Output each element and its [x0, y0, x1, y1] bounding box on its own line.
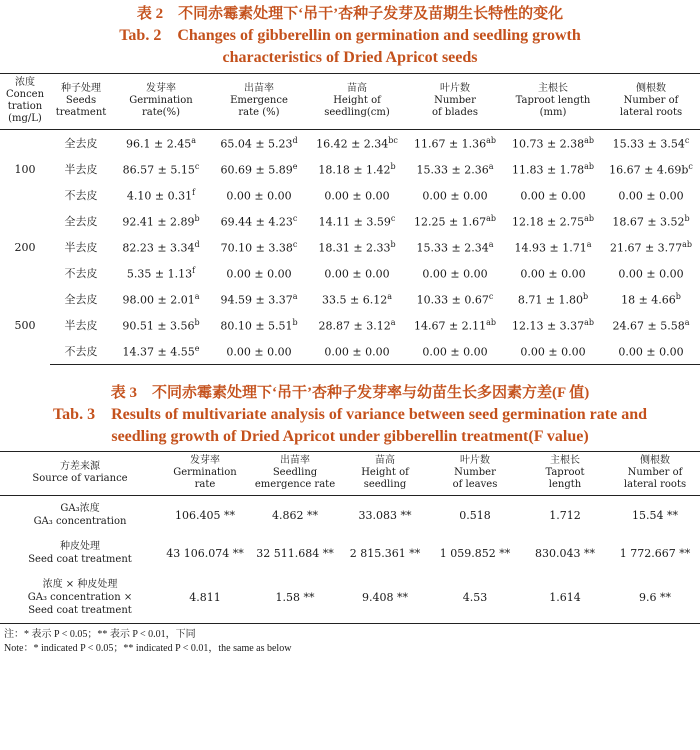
table3-header-en: Number: [454, 467, 496, 478]
value-cell: [210, 286, 308, 312]
significance-letter: c: [194, 161, 200, 171]
value-text: 15.33 ± 2.34: [416, 241, 489, 255]
source-cell: [0, 496, 160, 535]
table2-caption-cn: 表 2 不同赤霉素处理下‘吊干’杏种子发芽及苗期生长特性的变化: [136, 6, 564, 22]
value-text: 8.71 ± 1.80: [517, 293, 584, 307]
value-text: 80.10 ± 5.51: [220, 319, 293, 333]
table3-header-row: [0, 452, 700, 496]
table2-header-en: (mm): [539, 107, 567, 118]
value-text: 0.00 ± 0.00: [226, 267, 292, 281]
value-text: 33.5 ± 6.12: [322, 293, 388, 307]
significance-letter: ab: [486, 317, 497, 327]
table2-header-en: lateral roots: [619, 107, 683, 118]
value-text: 94.59 ± 3.37: [220, 293, 293, 307]
table2-header-cn: 种子处理: [61, 83, 101, 94]
value-cell: [112, 234, 210, 260]
value-cell: [602, 338, 700, 365]
value-cell: [504, 338, 602, 365]
value-cell: [504, 182, 602, 208]
value-text: 0.00 ± 0.00: [324, 189, 390, 203]
significance-letter: f: [192, 265, 196, 275]
f-value-cell: 1.614: [520, 572, 610, 624]
source-line: GA₃ concentration ×: [27, 592, 133, 603]
table3-header-en: of leaves: [452, 479, 498, 490]
value-cell: [602, 312, 700, 338]
table2-body: [0, 130, 700, 365]
table2-row: [0, 260, 700, 286]
value-cell: [602, 208, 700, 234]
value-cell: [602, 234, 700, 260]
significance-letter: ab: [584, 161, 595, 171]
value-text: 0.00 ± 0.00: [520, 267, 586, 281]
value-cell: [112, 260, 210, 286]
table2-row: [0, 182, 700, 208]
table3-header-cn: 出苗率: [280, 455, 310, 466]
table2-row: [0, 208, 700, 234]
note-cn: 注：* 表示 P < 0.05；** 表示 P < 0.01，下同: [4, 629, 196, 640]
value-cell: [406, 208, 504, 234]
treatment-cell: 全去皮: [64, 293, 98, 306]
value-cell: [602, 260, 700, 286]
value-cell: [210, 208, 308, 234]
value-text: 96.1 ± 2.45: [126, 137, 192, 151]
table2-caption: [0, 0, 700, 69]
concentration-cell: 100: [14, 162, 36, 176]
treatment-cell: 不去皮: [64, 267, 98, 280]
value-text: 16.67 ± 4.69b: [609, 163, 689, 177]
table3-header-cn: 侧根数: [640, 455, 670, 466]
table3-header-en: seedling: [363, 479, 407, 490]
value-text: 5.35 ± 1.13: [126, 267, 193, 281]
table3-row: [0, 572, 700, 624]
table2-header-en: Germination: [129, 95, 193, 106]
value-cell: [308, 234, 406, 260]
value-text: 65.04 ± 5.23: [220, 137, 293, 151]
table2-header-cell: [406, 74, 504, 130]
value-cell: [308, 338, 406, 365]
value-cell: [308, 286, 406, 312]
significance-letter: b: [583, 291, 589, 301]
source-line: GA₃ concentration: [33, 516, 127, 527]
table2-row: [0, 156, 700, 182]
value-text: 12.18 ± 2.75: [511, 215, 585, 229]
significance-letter: b: [194, 213, 200, 223]
value-cell: [406, 312, 504, 338]
table3-header-cell: [340, 452, 430, 496]
significance-letter: f: [192, 187, 196, 197]
source-cell: [0, 534, 160, 572]
table2: [0, 73, 700, 365]
significance-letter: bc: [388, 135, 398, 145]
value-cell: [406, 156, 504, 182]
treatment-cell: 全去皮: [64, 215, 98, 228]
value-text: 0.00 ± 0.00: [422, 345, 488, 359]
value-cell: [210, 130, 308, 157]
table2-caption-en-2: characteristics of Dried Apricot seeds: [222, 49, 478, 66]
significance-letter: e: [194, 343, 200, 353]
table2-row: [0, 338, 700, 365]
significance-letter: c: [390, 213, 396, 223]
value-cell: [210, 312, 308, 338]
significance-letter: ab: [584, 317, 595, 327]
significance-letter: c: [292, 213, 298, 223]
table3-header-en: length: [548, 479, 582, 490]
value-cell: [112, 156, 210, 182]
value-cell: [308, 156, 406, 182]
table3-header-cell: [430, 452, 520, 496]
value-cell: [406, 182, 504, 208]
table2-header-en: Taproot length: [515, 95, 591, 106]
table3-header-en: emergence rate: [254, 479, 336, 490]
value-text: 15.33 ± 3.54: [612, 137, 685, 151]
table2-caption-en-1: Tab. 2 Changes of gibberellin on germination and seedling growth: [119, 27, 581, 44]
value-text: 0.00 ± 0.00: [226, 189, 292, 203]
table2-header-row: [0, 74, 700, 130]
value-text: 0.00 ± 0.00: [618, 345, 684, 359]
f-value-cell: 33.083 **: [358, 508, 412, 522]
table2-header-en: Concen: [5, 89, 45, 100]
significance-letter: c: [684, 135, 690, 145]
value-cell: [112, 338, 210, 365]
value-text: 18.18 ± 1.42: [318, 163, 391, 177]
table2-header-en: rate(%): [142, 107, 180, 118]
table2-header-cn: 叶片数: [440, 83, 470, 94]
table3-header-en: Number of: [627, 467, 683, 478]
value-cell: [602, 130, 700, 157]
table2-header-en: (mg/L): [8, 113, 42, 124]
value-cell: [112, 182, 210, 208]
value-text: 18.31 ± 2.33: [318, 241, 391, 255]
f-value-cell: 1 772.667 **: [619, 546, 691, 560]
significance-letter: a: [488, 161, 494, 171]
treatment-cell: 不去皮: [50, 338, 112, 365]
value-text: 15.33 ± 2.36: [416, 163, 489, 177]
table2-header-en: treatment: [55, 107, 107, 118]
table2-header-cn: 主根长: [538, 83, 568, 94]
table3-caption-cn: 表 3 不同赤霉素处理下‘吊干’杏种子发芽率与幼苗生长多因素方差(F 值): [110, 385, 590, 401]
value-text: 98.00 ± 2.01: [122, 293, 195, 307]
table2-header-en: Height of: [333, 95, 381, 106]
value-cell: [210, 260, 308, 286]
f-value-cell: 2 815.361 **: [349, 546, 421, 560]
value-text: 0.00 ± 0.00: [422, 189, 488, 203]
table3-row: [0, 496, 700, 535]
value-cell: [504, 130, 602, 157]
value-cell: [112, 208, 210, 234]
significance-letter: ab: [584, 135, 595, 145]
value-cell: [210, 182, 308, 208]
value-text: 82.23 ± 3.34: [122, 241, 195, 255]
significance-letter: b: [292, 317, 298, 327]
value-cell: [504, 208, 602, 234]
significance-letter: c: [488, 291, 494, 301]
table3-header-cn: 主根长: [550, 455, 580, 466]
table2-header-cn: 浓度: [15, 77, 35, 88]
table3-header-cell: [160, 452, 250, 496]
value-text: 69.44 ± 4.23: [220, 215, 293, 229]
value-text: 92.41 ± 2.89: [122, 215, 195, 229]
table3-header-en: lateral roots: [623, 479, 687, 490]
value-text: 70.10 ± 3.38: [220, 241, 293, 255]
value-cell: [308, 182, 406, 208]
significance-letter: b: [390, 161, 396, 171]
f-value-cell: 43 106.074 **: [166, 546, 244, 560]
table3-header-en: rate: [194, 479, 216, 490]
table3-header-cell: [0, 452, 160, 496]
source-cell: [0, 572, 160, 624]
f-value-cell: 4.862 **: [272, 508, 318, 522]
significance-letter: a: [191, 135, 196, 145]
f-value-cell: 9.408 **: [340, 572, 430, 624]
f-value-cell: 1.58 **: [250, 572, 340, 624]
table2-header-en: Number of: [623, 95, 679, 106]
value-text: 11.67 ± 1.36: [413, 137, 487, 151]
table3-header-cn: 方差来源: [60, 461, 100, 472]
table2-header-cell: [112, 74, 210, 130]
table2-header-cell: [602, 74, 700, 130]
f-value-cell: 1.712: [549, 508, 581, 522]
significance-letter: a: [194, 291, 200, 301]
source-line: 浓度 × 种皮处理: [42, 579, 118, 590]
value-cell: [602, 286, 700, 312]
treatment-cell: 不去皮: [64, 189, 98, 202]
table2-header-cell: [50, 74, 112, 130]
value-text: 0.00 ± 0.00: [324, 345, 390, 359]
table3-header-cell: [250, 452, 340, 496]
value-text: 4.10 ± 0.31: [126, 189, 193, 203]
table2-header-en: seedling(cm): [324, 107, 390, 118]
value-cell: [406, 234, 504, 260]
significance-letter: a: [684, 317, 690, 327]
value-cell: [112, 312, 210, 338]
value-cell: [210, 234, 308, 260]
table3-header-en: Height of: [361, 467, 409, 478]
value-text: 0.00 ± 0.00: [422, 267, 488, 281]
significance-letter: a: [390, 317, 396, 327]
table2-row: [0, 286, 700, 312]
value-cell: [504, 286, 602, 312]
table3-header-cell: [610, 452, 700, 496]
treatment-cell: 半去皮: [64, 163, 98, 176]
source-line: GA₃浓度: [60, 503, 100, 514]
value-text: 0.00 ± 0.00: [520, 345, 586, 359]
f-value-cell: 32 511.684 **: [256, 546, 334, 560]
significance-letter: e: [292, 161, 298, 171]
concentration-cell: 500: [14, 318, 36, 332]
table3: [0, 451, 700, 624]
value-text: 90.51 ± 3.56: [122, 319, 195, 333]
table2-header-cn: 出苗率: [244, 83, 274, 94]
value-text: 18 ± 4.66: [621, 293, 676, 307]
value-text: 10.33 ± 0.67: [416, 293, 489, 307]
value-text: 0.00 ± 0.00: [618, 267, 684, 281]
f-value-cell: 106.405 **: [175, 508, 235, 522]
table3-header-cell: [520, 452, 610, 496]
value-cell: [602, 182, 700, 208]
value-text: 0.00 ± 0.00: [226, 345, 292, 359]
table2-row: [0, 234, 700, 260]
table3-header-cn: 苗高: [375, 455, 395, 466]
table2-header-en: Number: [434, 95, 476, 106]
significance-letter: a: [292, 291, 298, 301]
significance-letter: a: [586, 239, 592, 249]
table3-header-en: Taproot: [545, 467, 585, 478]
significance-letter: a: [387, 291, 392, 301]
f-value-cell: 15.54 **: [632, 508, 678, 522]
table2-header-cell: [504, 74, 602, 130]
table2-row: [0, 130, 700, 157]
significance-letter: a: [488, 239, 494, 249]
significance-letter: c: [688, 161, 693, 171]
table-note: [0, 624, 700, 656]
value-text: 14.67 ± 2.11: [413, 319, 487, 333]
value-text: 18.67 ± 3.52: [612, 215, 685, 229]
value-cell: [504, 156, 602, 182]
table2-header-en: of blades: [432, 107, 478, 118]
value-cell: [406, 338, 504, 365]
value-text: 10.73 ± 2.38: [511, 137, 585, 151]
source-line: Seed coat treatment: [28, 605, 132, 616]
source-line: Seed coat treatment: [28, 554, 132, 565]
table3-header-en: Germination: [173, 467, 237, 478]
f-value-cell: 0.518: [459, 508, 491, 522]
table3-body: [0, 496, 700, 624]
value-text: 11.83 ± 1.78: [511, 163, 585, 177]
table3-header-cn: 叶片数: [460, 455, 490, 466]
f-value-cell: 4.811: [160, 572, 250, 624]
value-text: 14.37 ± 4.55: [122, 345, 195, 359]
significance-letter: b: [675, 291, 681, 301]
value-text: 0.00 ± 0.00: [618, 189, 684, 203]
value-text: 12.25 ± 1.67: [413, 215, 487, 229]
value-cell: [406, 260, 504, 286]
value-cell: [112, 130, 210, 157]
table3-caption: [0, 365, 700, 448]
value-text: 24.67 ± 5.58: [612, 319, 685, 333]
table3-header-cn: 发芽率: [190, 455, 220, 466]
value-cell: [406, 130, 504, 157]
value-cell: [308, 312, 406, 338]
table2-header-en: Seeds: [65, 95, 97, 106]
significance-letter: ab: [486, 213, 497, 223]
value-text: 86.57 ± 5.15: [122, 163, 195, 177]
value-cell: [210, 338, 308, 365]
source-line: 种皮处理: [60, 541, 100, 552]
value-text: 12.13 ± 3.37: [511, 319, 585, 333]
significance-letter: b: [194, 317, 200, 327]
table2-header-cell: [210, 74, 308, 130]
f-value-cell: 4.53: [430, 572, 520, 624]
value-cell: [308, 130, 406, 157]
value-cell: [504, 260, 602, 286]
significance-letter: ab: [584, 213, 595, 223]
value-text: 14.11 ± 3.59: [318, 215, 391, 229]
table2-header-cell: [308, 74, 406, 130]
table2-header-cn: 苗高: [347, 83, 367, 94]
value-cell: [210, 156, 308, 182]
value-text: 21.67 ± 3.77: [609, 241, 683, 255]
significance-letter: ab: [486, 135, 497, 145]
value-text: 16.42 ± 2.34: [316, 137, 389, 151]
value-text: 0.00 ± 0.00: [324, 267, 390, 281]
value-cell: [308, 260, 406, 286]
value-text: 0.00 ± 0.00: [520, 189, 586, 203]
table2-header-en: tration: [7, 101, 43, 112]
significance-letter: d: [292, 135, 298, 145]
value-cell: [504, 234, 602, 260]
table3-caption-en-1: Tab. 3 Results of multivariate analysis of variance between seed germination rate and: [52, 406, 648, 423]
treatment-cell: 全去皮: [64, 137, 98, 150]
note-en: Note：* indicated P < 0.05；** indicated P < 0.01，the same as below: [4, 643, 292, 654]
table3-header-en: Source of variance: [32, 473, 128, 484]
significance-letter: b: [684, 213, 690, 223]
table3-header-en: Seedling: [272, 467, 318, 478]
value-cell: [308, 208, 406, 234]
value-text: 60.69 ± 5.89: [220, 163, 293, 177]
significance-letter: c: [292, 239, 298, 249]
value-cell: [406, 286, 504, 312]
f-value-cell: 1 059.852 **: [439, 546, 511, 560]
table2-header-cell: [0, 74, 50, 130]
table2-header-en: rate (%): [238, 107, 280, 118]
value-cell: [112, 286, 210, 312]
significance-letter: d: [194, 239, 200, 249]
value-text: 14.93 ± 1.71: [514, 241, 587, 255]
value-text: 28.87 ± 3.12: [318, 319, 391, 333]
value-cell: [602, 156, 700, 182]
table2-row: [0, 312, 700, 338]
significance-letter: ab: [682, 239, 693, 249]
concentration-cell: 200: [14, 240, 36, 254]
f-value-cell: 830.043 **: [535, 546, 595, 560]
treatment-cell: 半去皮: [64, 319, 98, 332]
table3-row: [0, 534, 700, 572]
f-value-cell: 9.6 **: [610, 572, 700, 624]
table3-caption-en-2: seedling growth of Dried Apricot under gibberellin treatment(F value): [111, 428, 589, 445]
table2-header-cn: 侧根数: [636, 83, 666, 94]
treatment-cell: 半去皮: [64, 241, 98, 254]
table2-header-en: Emergence: [230, 95, 288, 106]
table2-header-cn: 发芽率: [146, 83, 176, 94]
significance-letter: b: [390, 239, 396, 249]
value-cell: [504, 312, 602, 338]
